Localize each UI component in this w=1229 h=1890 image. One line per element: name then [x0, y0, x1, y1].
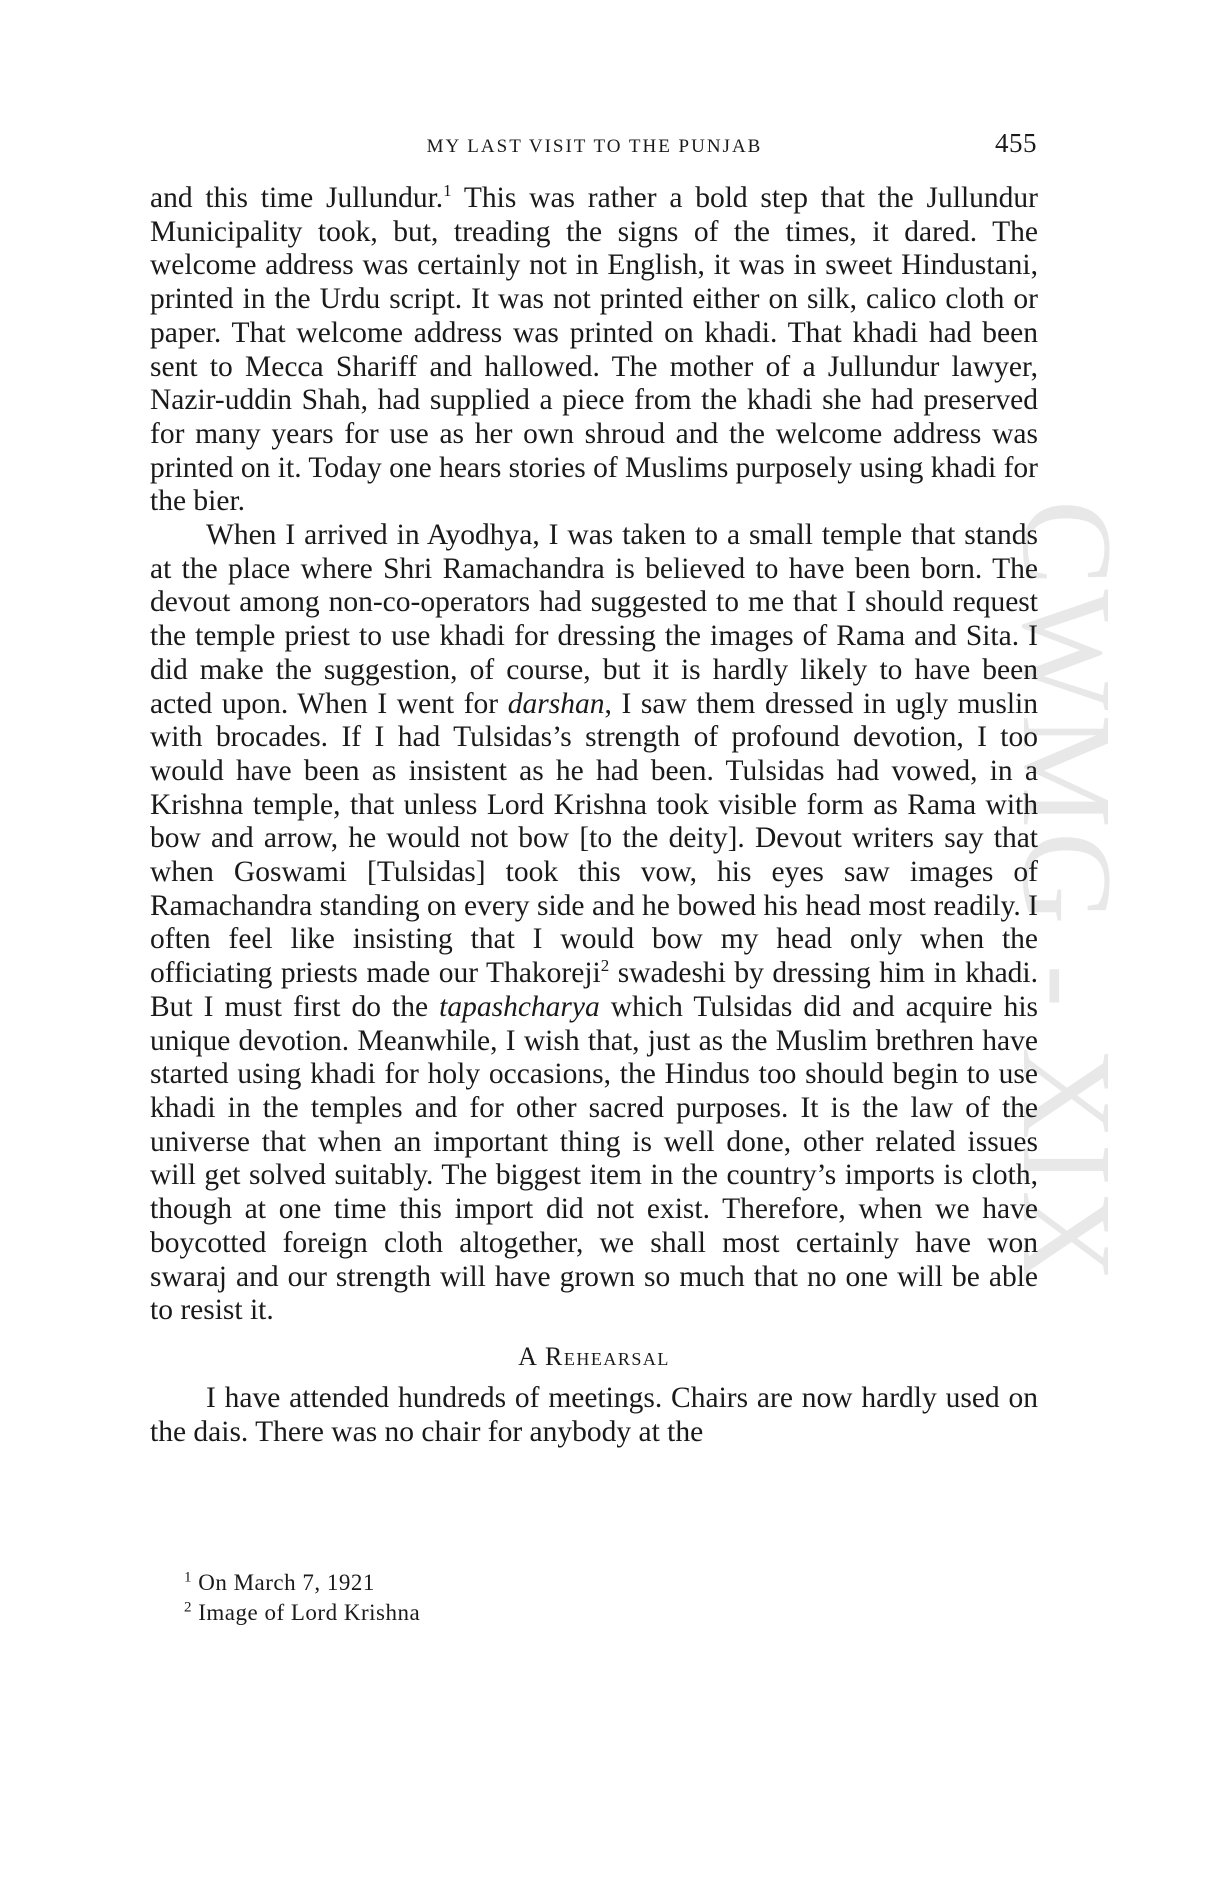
italic-term-tapashcharya: tapashcharya [439, 990, 600, 1023]
watermark-text: CWMG - XIX [996, 500, 1138, 1287]
paragraph-3: I have attended hundreds of meetings. Chairs are now hardly used on the dais. There was no chair for anybody at the [150, 1381, 1038, 1448]
paragraph-1-text-a: and this time Jullundur. [150, 182, 444, 214]
footnote-2 [184, 1598, 420, 1628]
paragraph-1 [150, 182, 1038, 519]
footnote-2-mark: 2 [184, 1599, 192, 1616]
paragraph-2 [150, 519, 1038, 1328]
footnote-1 [184, 1568, 420, 1598]
paragraph-1-text-b: This was rather a bold step that the Jullundur Municipality took, but, treading the signs of the times, it dared. The welcome address was certainly not in English, it was in sweet Hindustani, printed in the Urdu script. It was not printed either on silk, calico cloth or paper. That welcome address was printed on khadi. That khadi had been sent to Mecca Shariff and hallowed. The mother of a Jullundur lawyer, Nazir-uddin Shah, had supplied a piece from the khadi she had preserved for many years for use as her own shroud and the welcome address was printed on it. Today one hears stories of Muslims purposely using khadi for the bier. [150, 182, 1039, 518]
running-head: MY LAST VISIT TO THE PUNJAB [426, 136, 763, 157]
footnote-1-mark: 1 [184, 1569, 192, 1586]
section-heading: A Rehearsal [518, 1341, 670, 1371]
paragraph-2-text-b: , I saw them dressed in ugly muslin with brocades. If I had Tulsidas’s strength of profound devotion, I too would have been as insistent as he had been. Tulsidas had vowed, in a Krishna temple, that unless Lord Krishna took visible form as Rama with bow and arrow, he would not bow [to the deity]. Devout writers say that when Goswami [Tulsidas] took this vow, his eyes saw images of Ramachandra standing on every side and he bowed his head most readily. I often feel like insisting that I would bow my head only when the officiating priests made our Thakoreji [150, 687, 1038, 990]
page-header [152, 126, 1037, 166]
footnote-2-text: Image of Lord Krishna [198, 1600, 421, 1625]
paragraph-2-text-c: swadeshi by dressing him in khadi. But I must first do the [150, 957, 1038, 1023]
paragraph-2-text-a: When I arrived in Ayodhya, I was taken to a small temple that stands at the place where Shri Ramachandra is believed to have been born. The devout among non-co-operators had suggested to me that I should request the temple priest to use khadi for dressing the images of Rama and Sita. I did make the suggestion, of course, but it is hardly likely to have been acted upon. When I went for [150, 519, 1038, 720]
footnote-ref-2: 2 [600, 956, 610, 976]
paragraph-2-text-d: which Tulsidas did and acquire his unique devotion. Meanwhile, I wish that, just as the Muslim brethren have started using khadi for holy occasions, the Hindus too should begin to use khadi in the temples and for other sacred purposes. It is the law of the universe that when an important thing is well done, other related issues will get solved suitably. The biggest item in the country’s imports is cloth, though at one time this import did not exist. Therefore, when we have boycotted foreign cloth altogether, we shall most certainly have won swaraj and our strength will have grown so much that no one will be able to resist it. [150, 990, 1038, 1327]
footnote-ref-1: 1 [443, 181, 452, 201]
italic-term-darshan: darshan [507, 687, 605, 720]
body-text [150, 182, 1038, 1449]
footnotes [184, 1568, 420, 1628]
footnote-1-text: On March 7, 1921 [198, 1570, 375, 1595]
page-number: 455 [995, 128, 1037, 158]
